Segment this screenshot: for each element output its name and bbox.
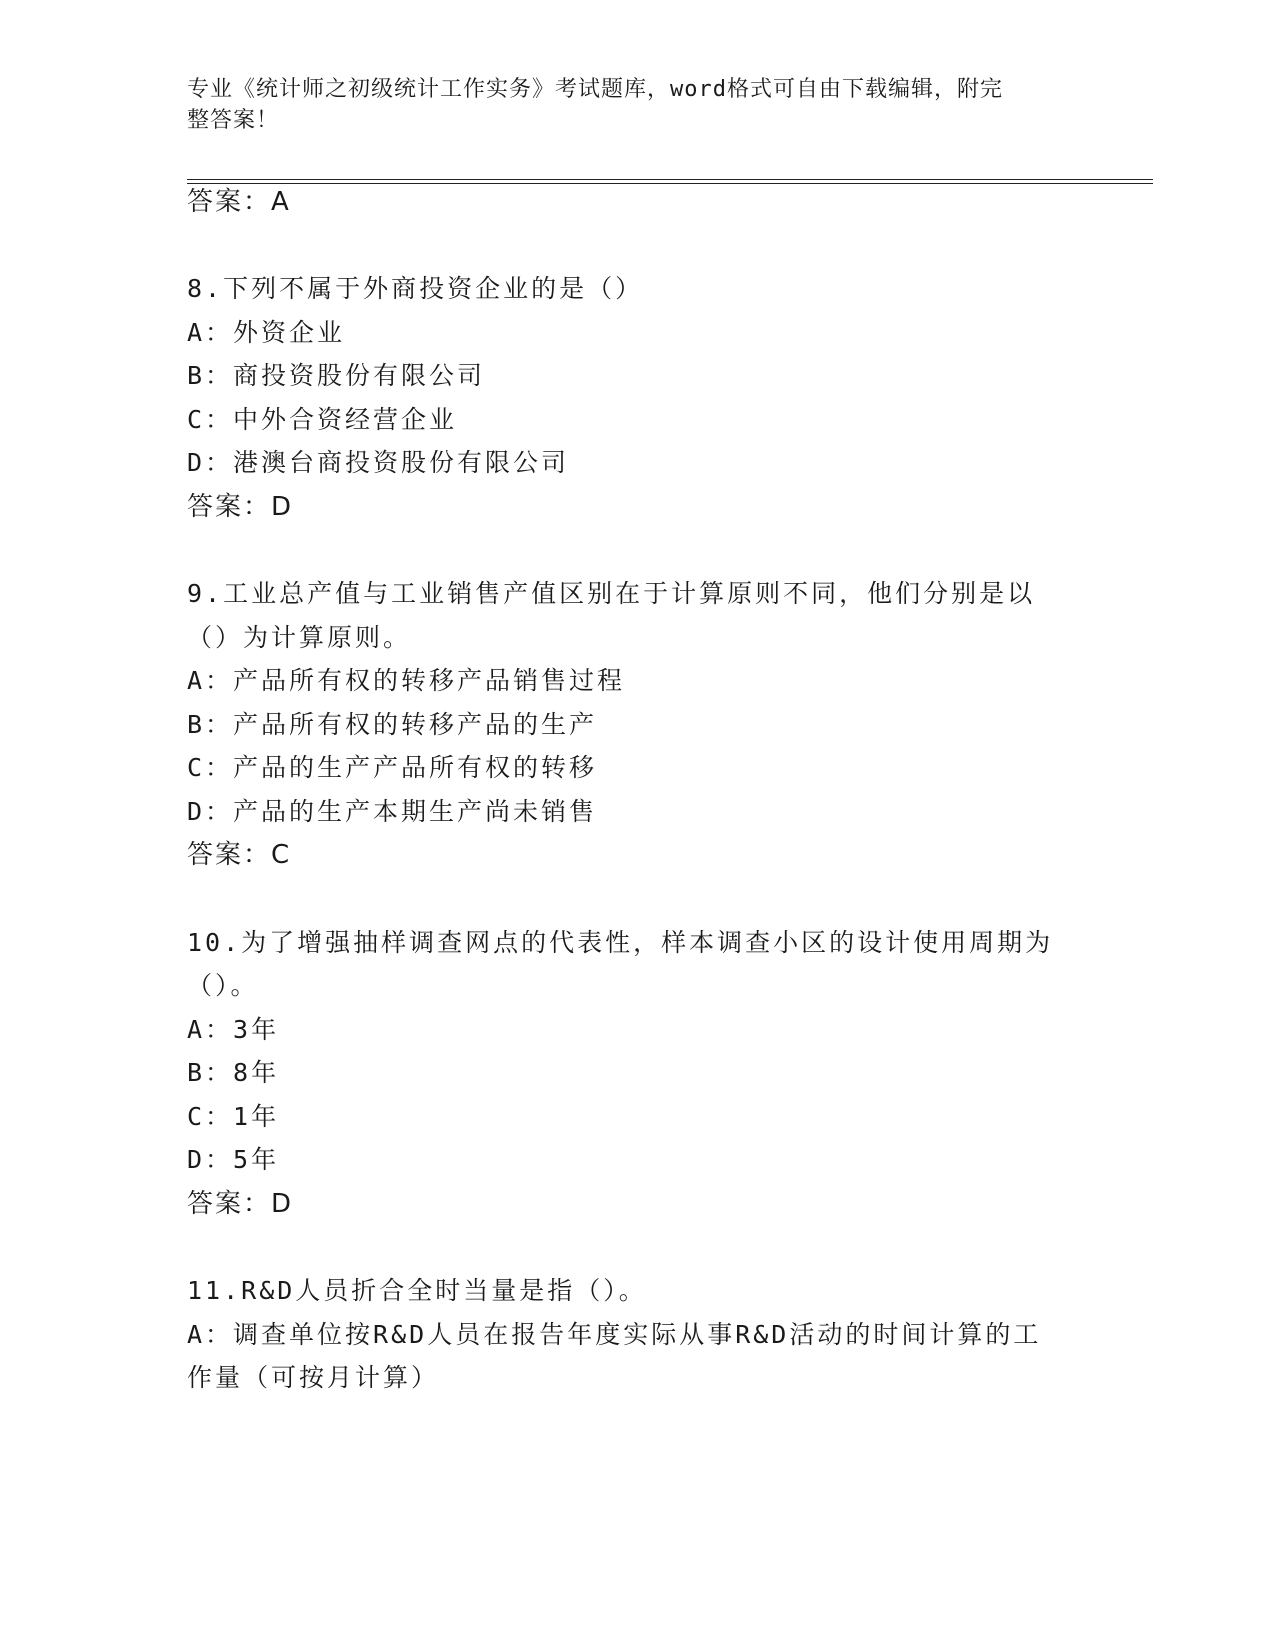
question-10-option-b: B：8年 xyxy=(187,1058,280,1087)
question-9-answer: 答案：C xyxy=(187,840,292,870)
header-line-2: 整答案！ xyxy=(187,108,280,133)
question-9-title-cont: （）为计算原则。 xyxy=(187,623,412,652)
question-8-option-b: B：商投资股份有限公司 xyxy=(187,361,486,390)
question-10-option-a: A：3年 xyxy=(187,1015,280,1044)
question-9-option-b: B：产品所有权的转移产品的生产 xyxy=(187,710,598,739)
previous-answer: 答案：A xyxy=(187,187,291,217)
question-8-option-c: C：中外合资经营企业 xyxy=(187,405,458,434)
question-10-title: 10.为了增强抽样调查网点的代表性，样本调查小区的设计使用周期为 xyxy=(187,928,1054,957)
question-11-option-a-cont: 作量（可按月计算） xyxy=(187,1363,440,1392)
question-9-title: 9.工业总产值与工业销售产值区别在于计算原则不同，他们分别是以 xyxy=(187,579,1036,608)
question-9-option-d: D：产品的生产本期生产尚未销售 xyxy=(187,797,598,826)
header-divider-top xyxy=(187,179,1153,180)
question-8-title: 8.下列不属于外商投资企业的是（） xyxy=(187,274,644,303)
document-header xyxy=(187,74,1067,136)
question-10-title-cont: （）。 xyxy=(187,971,259,1000)
question-10-option-c: C：1年 xyxy=(187,1102,280,1131)
question-8-option-d: D：港澳台商投资股份有限公司 xyxy=(187,448,570,477)
question-11-option-a: A：调查单位按R&D人员在报告年度实际从事R&D活动的时间计算的工 xyxy=(187,1320,1042,1349)
question-11-title: 11.R&D人员折合全时当量是指（）。 xyxy=(187,1276,647,1305)
question-9-option-a: A：产品所有权的转移产品销售过程 xyxy=(187,666,626,695)
header-divider-bottom xyxy=(187,183,1153,184)
header-line-1: 专业《统计师之初级统计工作实务》考试题库，word格式可自由下载编辑，附完 xyxy=(187,77,1003,102)
question-10-answer: 答案：D xyxy=(187,1189,294,1219)
question-8-option-a: A：外资企业 xyxy=(187,318,346,347)
question-9-option-c: C：产品的生产产品所有权的转移 xyxy=(187,753,598,782)
question-10-option-d: D：5年 xyxy=(187,1145,280,1174)
question-8-answer: 答案：D xyxy=(187,492,294,522)
